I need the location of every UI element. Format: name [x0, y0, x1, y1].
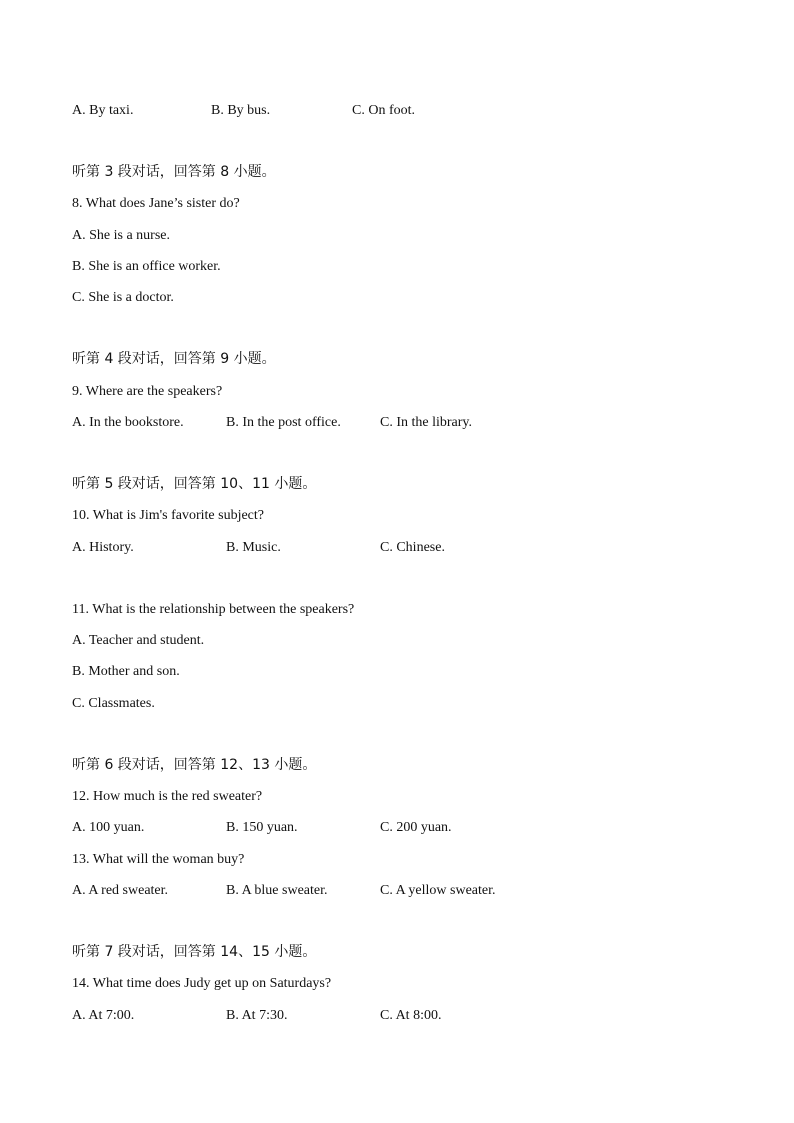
section-heading-6: 听第 6 段对话，回答第 12、13 小题。	[72, 757, 317, 773]
section-heading-5: 听第 5 段对话，回答第 10、11 小题。	[72, 476, 317, 492]
q8-option-b: B. She is an office worker.	[72, 259, 221, 274]
option-b: B. In the post office.	[226, 415, 341, 430]
option-b: B. At 7:30.	[226, 1008, 288, 1023]
option-b: B. A blue sweater.	[226, 883, 328, 898]
section-heading-3: 听第 3 段对话，回答第 8 小题。	[72, 164, 276, 180]
option-a: A. At 7:00.	[72, 1008, 135, 1023]
option-b: B. 150 yuan.	[226, 820, 298, 835]
q8-option-c: C. She is a doctor.	[72, 290, 174, 305]
option-c: C. Chinese.	[380, 540, 445, 555]
option-c: C. In the library.	[380, 415, 473, 430]
question-12: 12. How much is the red sweater?	[72, 789, 263, 804]
option-a: A. In the bookstore.	[72, 415, 184, 430]
q8-option-a: A. She is a nurse.	[72, 228, 170, 243]
q11-option-a: A. Teacher and student.	[72, 633, 205, 648]
section-heading-7: 听第 7 段对话，回答第 14、15 小题。	[72, 944, 317, 960]
question-11: 11. What is the relationship between the speakers?	[72, 602, 355, 617]
option-c: C. 200 yuan.	[380, 820, 452, 835]
option-c: C. On foot.	[352, 103, 415, 118]
option-a: A. 100 yuan.	[72, 820, 145, 835]
option-a: A. A red sweater.	[72, 883, 169, 898]
option-a: A. History.	[72, 540, 134, 555]
question-13: 13. What will the woman buy?	[72, 852, 245, 867]
option-a: A. By taxi.	[72, 103, 134, 118]
question-8: 8. What does Jane’s sister do?	[72, 196, 240, 211]
option-c: C. At 8:00.	[380, 1008, 442, 1023]
option-b: B. By bus.	[211, 103, 271, 118]
option-c: C. A yellow sweater.	[380, 883, 496, 898]
q11-option-c: C. Classmates.	[72, 696, 155, 711]
q11-option-b: B. Mother and son.	[72, 664, 180, 679]
question-14: 14. What time does Judy get up on Saturdays?	[72, 976, 332, 991]
section-heading-4: 听第 4 段对话，回答第 9 小题。	[72, 351, 276, 367]
question-10: 10. What is Jim's favorite subject?	[72, 508, 265, 523]
question-9: 9. Where are the speakers?	[72, 384, 223, 399]
option-b: B. Music.	[226, 540, 281, 555]
